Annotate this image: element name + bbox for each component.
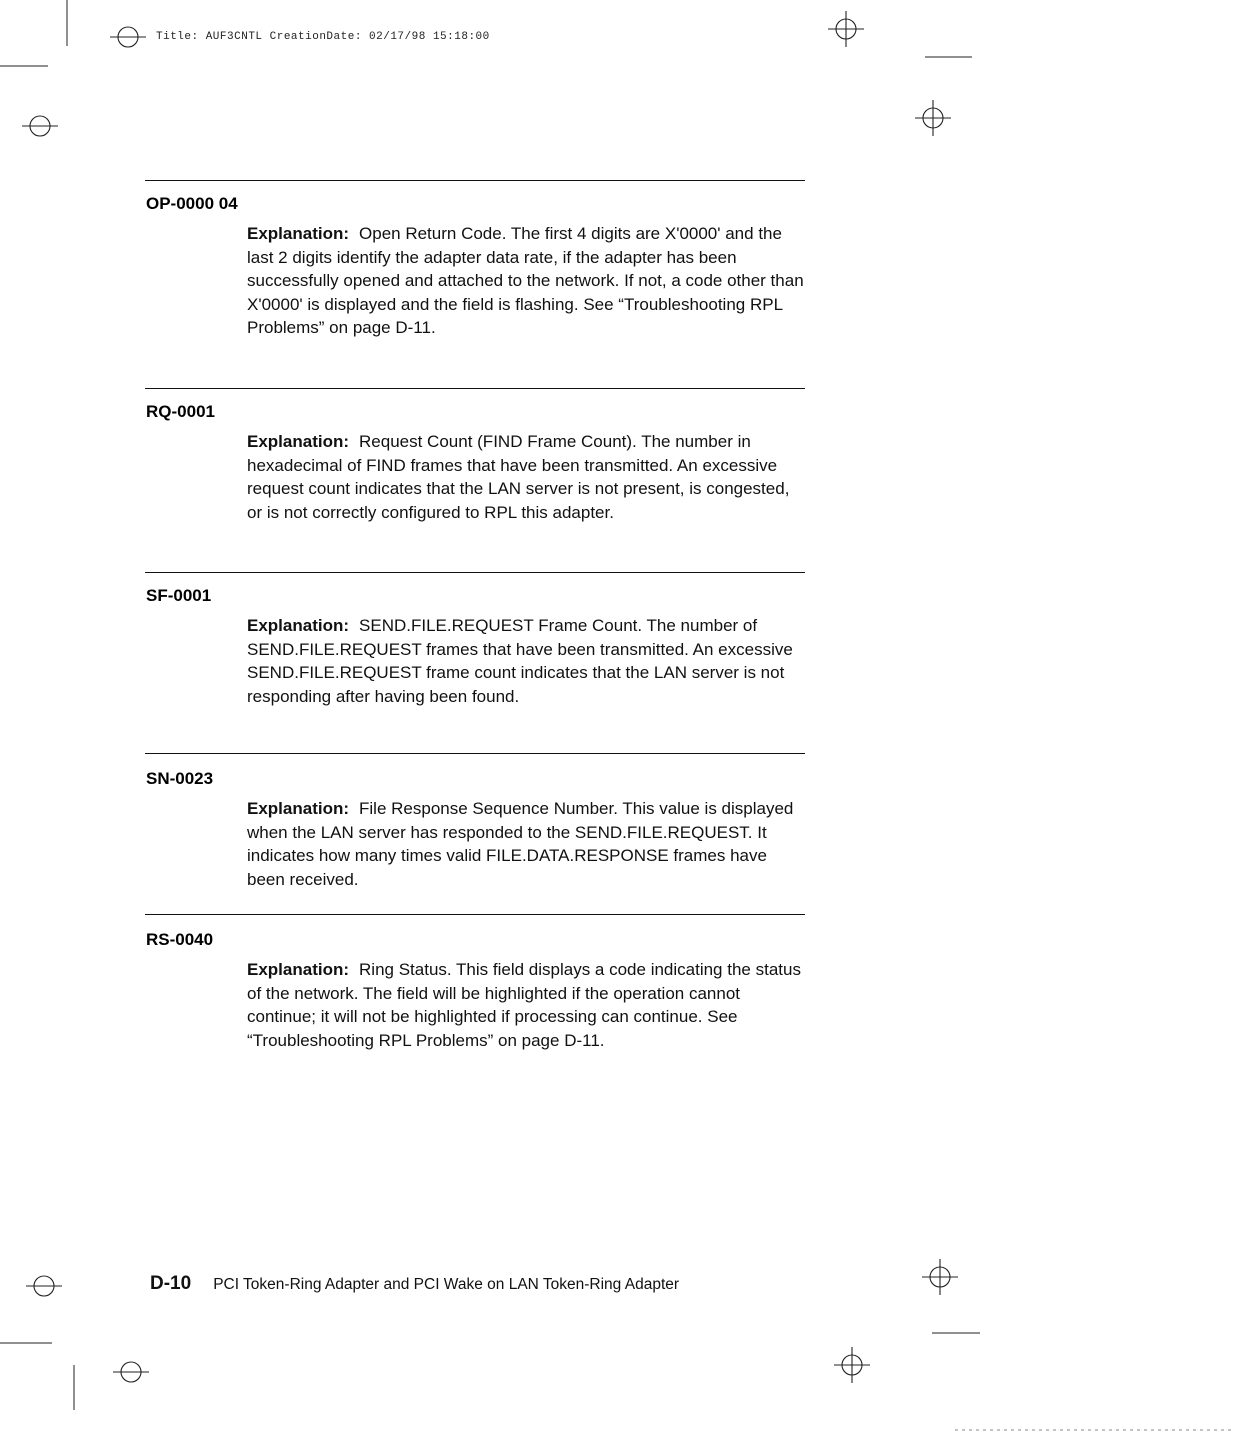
section-rule [145, 180, 805, 181]
explanation [247, 614, 809, 708]
explanation [247, 222, 809, 340]
explanation-label: Explanation: [247, 432, 350, 451]
explanation [247, 797, 809, 891]
registration-mark-icon [915, 100, 951, 136]
explanation [247, 958, 809, 1052]
message-code: SN-0023 [146, 769, 214, 788]
registration-mark-icon [22, 116, 58, 136]
print-header: Title: AUF3CNTL CreationDate: 02/17/98 15:18:00 [156, 31, 490, 43]
explanation-label: Explanation: [247, 616, 350, 635]
message-code: RS-0040 [146, 930, 214, 949]
explanation-text: File Response Sequence Number. This value is displayed when the LAN server has responded to the SEND.FILE.REQUEST. It indicates how many times valid FILE.DATA.RESPONSE frames have been received. [247, 799, 794, 889]
message-code: RQ-0001 [146, 402, 215, 421]
registration-mark-icon [113, 1362, 149, 1382]
explanation-text: SEND.FILE.REQUEST Frame Count. The number of SEND.FILE.REQUEST frames that have been transmitted. An excessive SEND.FILE.REQUEST frame count indicates that the LAN server is not responding after having been found. [247, 616, 793, 706]
explanation-text: Ring Status. This field displays a code indicating the status of the network. The field will be highlighted if the operation cannot continue; it will not be highlighted if processing can continue. See “Troubleshooting RPL Problems” on page D-11. [247, 960, 801, 1050]
message-code: OP-0000 04 [146, 194, 238, 213]
section-rule [145, 914, 805, 915]
registration-mark-icon [834, 1347, 870, 1383]
explanation-label: Explanation: [247, 960, 350, 979]
registration-mark-icon [828, 11, 864, 47]
section-rule [145, 388, 805, 389]
page-footer [150, 1273, 679, 1295]
section-rule [145, 572, 805, 573]
explanation [247, 430, 809, 524]
explanation-text: Request Count (FIND Frame Count). The number in hexadecimal of FIND frames that have been transmitted. An excessive request count indicates that the LAN server is not present, is congested, or is not correctly configured to RPL this adapter. [247, 432, 790, 522]
registration-mark-icon [110, 27, 146, 47]
registration-mark-icon [922, 1259, 958, 1295]
section-rule [145, 753, 805, 754]
explanation-label: Explanation: [247, 224, 350, 243]
registration-mark-icon [26, 1276, 62, 1296]
page-number: D-10 [150, 1273, 192, 1294]
message-code: SF-0001 [146, 586, 212, 605]
explanation-text: Open Return Code. The first 4 digits are X'0000' and the last 2 digits identify the adapter data rate, if the adapter has been successfully opened and attached to the network. If not, a code other than X'0000' is displayed and the field is flashing. See “Troubleshooting RPL Problems” on page D-11. [247, 224, 804, 337]
explanation-label: Explanation: [247, 799, 350, 818]
book-title: PCI Token-Ring Adapter and PCI Wake on LAN Token-Ring Adapter [213, 1276, 680, 1293]
